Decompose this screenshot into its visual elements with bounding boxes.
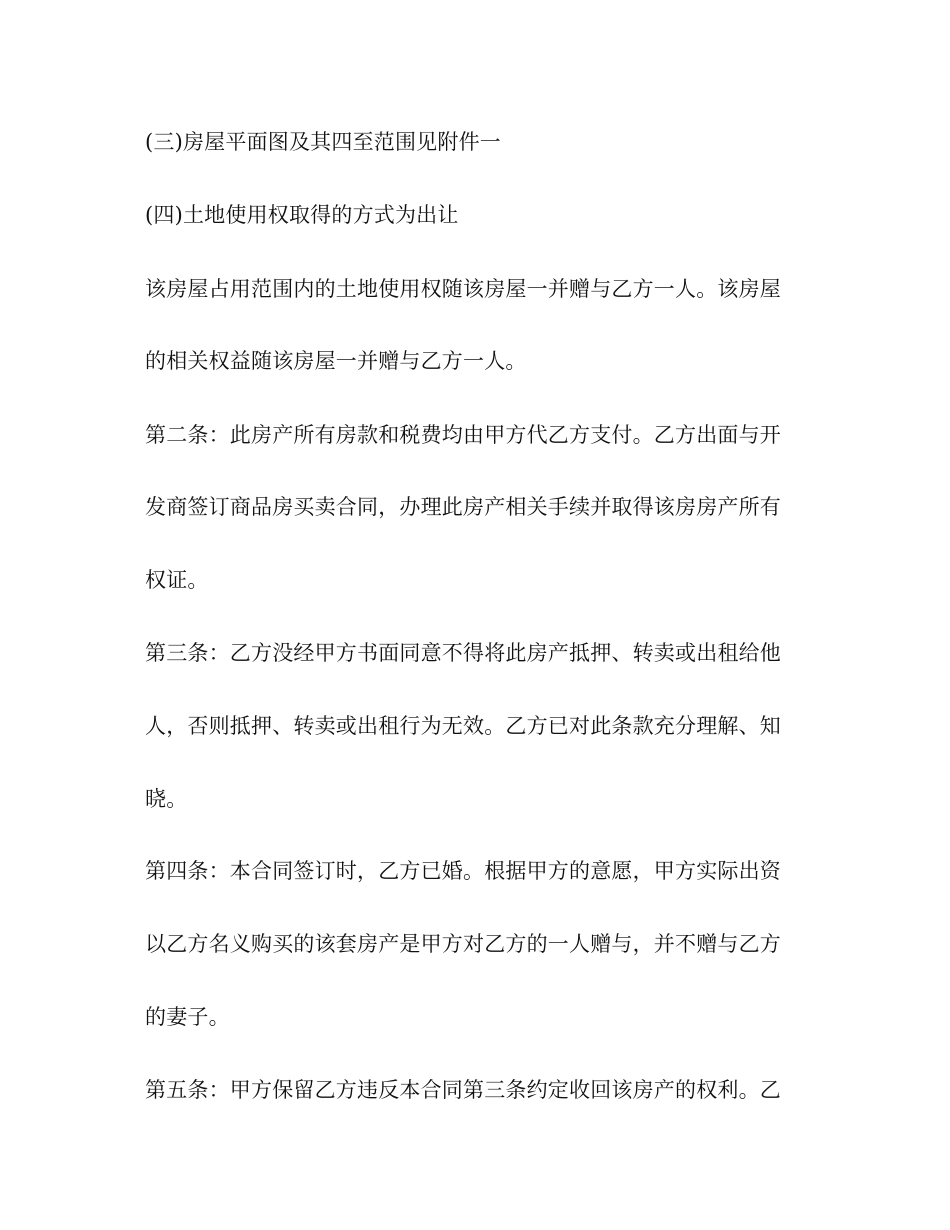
text-line-5: 第二条：此房产所有房款和税费均由甲方代乙方支付。乙方出面与开 xyxy=(145,423,781,447)
text-line-8: 第三条：乙方没经甲方书面同意不得将此房产抵押、转卖或出租给他 xyxy=(145,641,781,665)
text-line-9: 人，否则抵押、转卖或出租行为无效。乙方已对此条款充分理解、知 xyxy=(145,714,781,738)
text-line-3: 该房屋占用范围内的土地使用权随该房屋一并赠与乙方一人。该房屋 xyxy=(145,277,781,301)
text-line-13: 的妻子。 xyxy=(145,1005,230,1029)
text-line-11: 第四条：本合同签订时，乙方已婚。根据甲方的意愿，甲方实际出资 xyxy=(145,859,781,883)
text-line-12: 以乙方名义购买的该套房产是甲方对乙方的一人赠与，并不赠与乙方 xyxy=(145,932,781,956)
text-line-14: 第五条：甲方保留乙方违反本合同第三条约定收回该房产的权利。乙 xyxy=(145,1078,781,1102)
text-line-1: (三)房屋平面图及其四至范围见附件一 xyxy=(145,130,501,154)
text-line-7: 权证。 xyxy=(145,568,209,592)
text-line-10: 晓。 xyxy=(145,787,188,811)
text-line-2: (四)土地使用权取得的方式为出让 xyxy=(145,203,459,227)
text-line-4: 的相关权益随该房屋一并赠与乙方一人。 xyxy=(145,349,527,373)
text-line-6: 发商签订商品房买卖合同，办理此房产相关手续并取得该房房产所有 xyxy=(145,495,781,519)
